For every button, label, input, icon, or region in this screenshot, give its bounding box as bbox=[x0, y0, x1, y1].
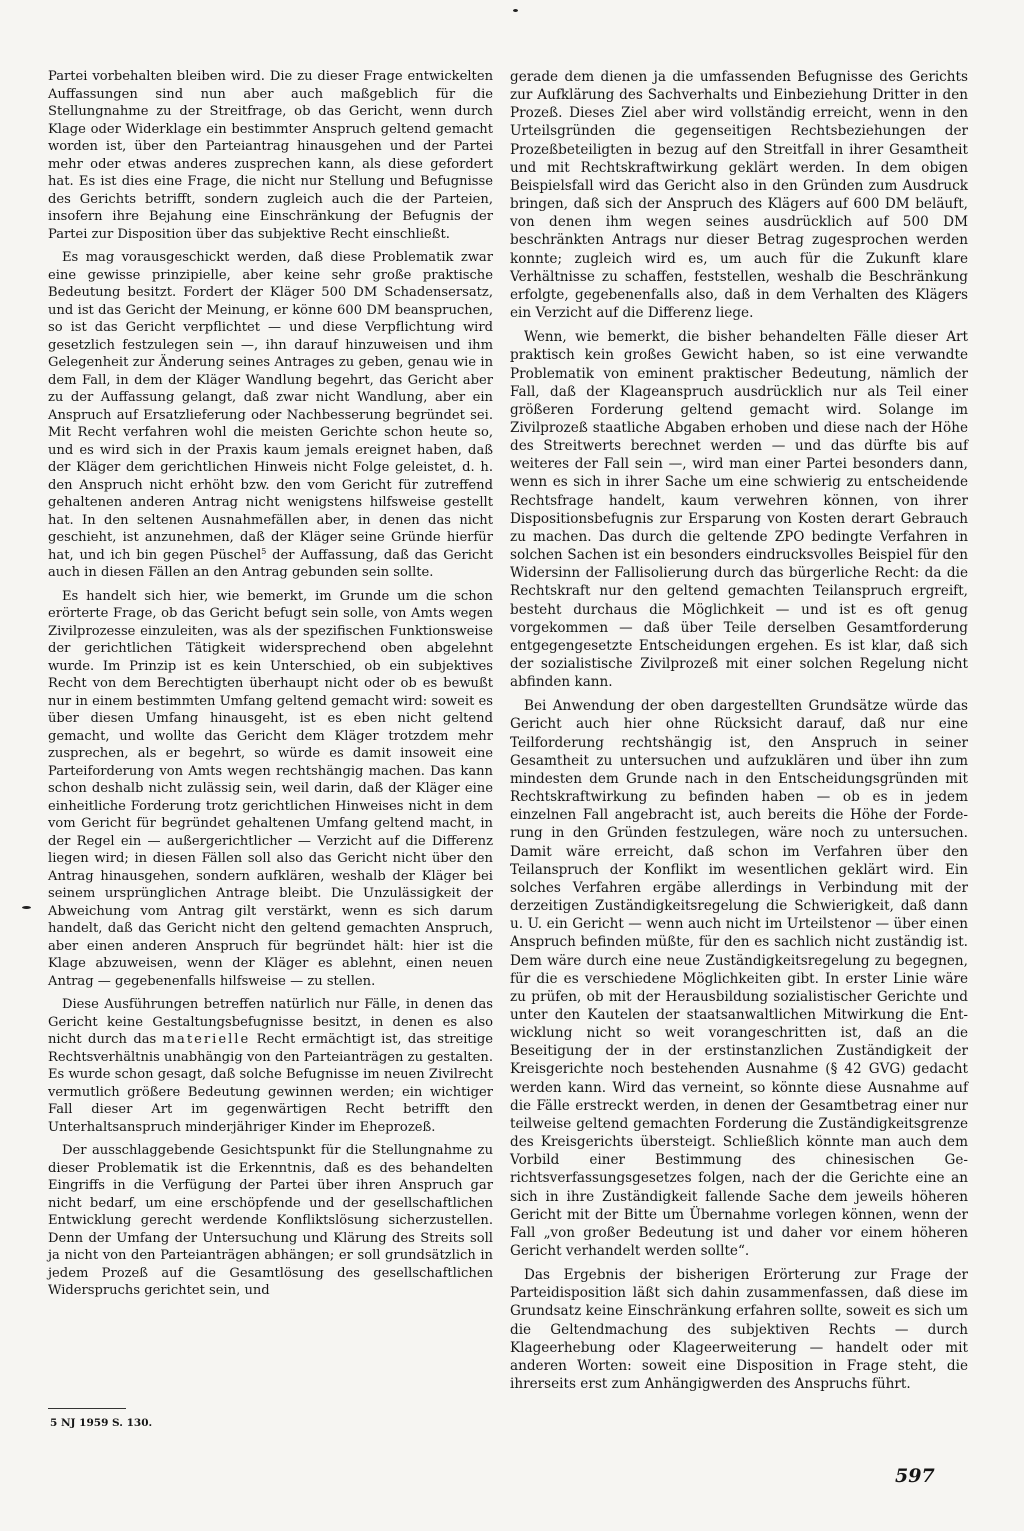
paragraph bbox=[48, 996, 493, 1136]
paragraph: Das Ergebnis der bisherigen Erörterung zur Frage der Parteidisposition läßt sich dahin zusammenfassen, daß diese im Grundsatz keine Einschränkung erfahren sollte, soweit es sich um die Geltendmachung des subjektiven Rechts — durch Klageerhebung oder Klageerweiterung — handelt oder mit anderen Worten: soweit eine Disposition in Frage steht, die ihrerseits erst zum Anhängigwerden des Anspruchs führt. bbox=[510, 1267, 968, 1393]
print-mark bbox=[22, 906, 31, 909]
paragraph-text: der Auffassung, daß das Gericht auch in diesen Fällen an den Antrag gebunden sein sollte. bbox=[48, 547, 493, 580]
footnote: 5 NJ 1959 S. 130. bbox=[50, 1417, 153, 1429]
paragraph: Es handelt sich hier, wie bemerkt, im Grunde um die schon erörterte Frage, ob das Gericht befugt sein solle, von Amts wegen Zivilprozesse einzuleiten, was als der spezifischen Funktionsweise der gerichtlichen Tätigkeit widersprechend oben abgelehnt wurde. Im Prinzip ist es kein Unterschied, ob ein subjektives Recht von dem Berechtigten überhaupt nicht oder ob es bewußt nur in einem bestimmten Umfang geltend gemacht wird: soweit es über diesen Umfang hinausgeht, ist es eben nicht geltend gemacht, und wollte das Gericht dem Kläger trotzdem mehr zusprechen, als er begehrt, so würde es damit insoweit eine Parteiforderung von Amts wegen rechtshängig machen. Das kann schon deshalb nicht zulässig sein, weil darin, daß der Kläger eine einheitliche Forderung trotz gerichtlichen Hinweises nicht in dem vom Gericht für begründet gehaltenen Umfang geltend macht, in der Regel ein — außergerichtlicher — Verzicht auf die Differenz liegen wird; in diesen Fällen soll also das Gericht nicht über den Antrag hinausgehen, sondern aufklären, weshalb der Kläger bei seinem ursprünglichen Antrage bleibt. Die Unzulässigkeit der Abweichung vom Antrag gilt verstärkt, wenn es sich darum handelt, daß das Gericht nicht den geltend gemachten Anspruch, aber einen anderen Anspruch für begründet hält: hier ist die Klage abzuweisen, wenn der Kläger es ablehnt, einen neuen Antrag — gegebenenfalls hilfsweise — zu stellen. bbox=[48, 588, 493, 989]
paragraph: Wenn, wie bemerkt, die bisher behandelten Fälle dieser Art praktisch kein großes Gewicht haben, so ist eine verwandte Problematik von eminent praktischer Bedeutung, nämlich der Fall, daß der Klageanspruch ausdrücklich nur als Teil einer größeren Forderung geltend gemacht wird. Solange im Zivilprozeß staatliche Abgaben erhoben und diese nach der Höhe des Streitwerts berechnet werden — und das dürfte bis auf weiteres der Fall sein —, wird man einer Partei besonders dann, wenn es sich in ihrer Sache um eine schwierig zu entscheidende Rechtsfrage handelt, kaum verwehren können, von ihrer Dispositionsbefugnis zur Ersparung von Kosten derart Gebrauch zu machen. Das durch die geltende ZPO bedingte Verfahren in solchen Sachen ist ein besonders eindrucksvolles Beispiel für den Widersinn der Fallisolierung durch das bürgerliche Recht: da die Rechtskraft nur den geltend gemachten Teilanspruch ergreift, besteht durchaus die Möglichkeit — und ist es oft genug vorgekommen — daß über Teile derselben Gesamtforderung entgegengesetzte Entscheidungen ergehen. Es ist klar, daß sich der sozialistische Zivilprozeß mit einer solchen Regelung nicht abfinden kann. bbox=[510, 329, 968, 691]
paragraph-text: Recht ermächtigt ist, das streitige Rechtsverhältnis unabhängig von den Parteianträgen zu gestalten. Es wurde schon gesagt, daß solche Befugnisse im neuen Zivilrecht vermutlich größere Bedeutung gewinnen werden; ein wichtiger Fall dieser Art im gegenwärtigen Recht betrifft den Unterhaltsanspruch minderjähriger Kinder im Eheprozeß. bbox=[48, 1032, 493, 1135]
paragraph-text: Diese Ausführungen betreffen natürlich nur Fälle, in denen das Gericht keine Gestaltungsbefugnisse besitzt, in denen es also nicht durch das bbox=[48, 997, 493, 1047]
footnote-ref: 5 bbox=[261, 546, 267, 556]
paragraph: gerade dem dienen ja die umfassenden Befugnisse des Gerichts zur Aufklärung des Sachverhalts und Einbeziehung Dritter in den Prozeß. Dieses Ziel aber wird vollständig erreicht, wenn in den Urteilsgründen die gegenseitigen Rechtsbeziehungen der Prozeßbeteiligten in bezug auf den Streitfall in ihrer Gesamtheit und mit Rechtskraftwirkung geklärt werden. In dem obigen Beispielsfall wird das Gericht also in den Gründen zum Ausdruck bringen, daß sich der Anspruch des Klägers auf 600 DM beläuft, von denen ihm wegen seines ausdrücklich auf 500 DM beschränkten Antrags nur dieser Betrag zugesprochen werden konnte; zugleich wird es, um auch für die Zukunft klare Verhältnisse zu schaffen, feststellen, weshalb die Beschränkung erfolgte, gegebenenfalls also, daß in dem Verhalten des Klägers ein Verzicht auf die Differenz liege. bbox=[510, 69, 968, 322]
paragraph-text: Es mag vorausgeschickt werden, daß diese Problematik zwar eine gewisse prinzipielle, aber keine sehr große praktische Bedeutung besitzt. Fordert der Kläger 500 DM Schadensersatz, und ist das Gericht der Meinung, er könne 600 DM beanspruchen, so ist das Gericht verpflichtet — und diese Verpflichtung wird gesetzlich festzulegen sein —, ihn darauf hinzuweisen und ihm Gelegenheit zur Änderung seines Antrages zu geben, genau wie in dem Fall, in dem der Kläger Wandlung begehrt, das Gericht aber zu der Auffassung gelangt, daß zwar nicht Wandlung, aber ein Anspruch auf Ersatzlieferung oder Nachbesserung begründet sei. Mit Recht verfahren wohl die meisten Gerichte schon heute so, und es wird sich in der Praxis kaum jemals ereignet haben, daß der Kläger dem gerichtlichen Hinweis nicht Folge geleistet, d. h. den Anspruch nicht erhöht bzw. den vom Gericht für zutreffend gehaltenen anderen Antrag nicht wenigstens hilfsweise gestellt hat. In den seltenen Ausnahmefällen aber, in denen das nicht geschieht, ist anzunehmen, daß der Kläger seine Gründe hierfür hat, und ich bin gegen Püschel bbox=[48, 250, 493, 563]
right-column bbox=[510, 68, 968, 1399]
paragraph: Der ausschlaggebende Gesichtspunkt für die Stellungnahme zu dieser Problematik ist die Erkenntnis, daß es des behandelten Eingriffs in die Verfügung der Partei über ihren Anspruch gar nicht bedarf, um eine erschöpfende und der gesellschaftlichen Entwicklung gerecht werdende Konfliktslösung sicherzustellen. Denn der Umfang der Untersuchung und Klärung des Streits soll ja nicht von den Parteianträgen abhängen; er soll grundsätzlich in jedem Prozeß auf die Gesamtlösung des gesellschaftlichen Widerspruchs gerichtet sein, und bbox=[48, 1143, 493, 1298]
page-number: 597 bbox=[895, 1465, 935, 1487]
footnote-rule bbox=[48, 1408, 126, 1409]
paragraph: Partei vorbehalten bleiben wird. Die zu dieser Frage entwickelten Auffassungen sind nun aber auch maßgeblich für die Stellungnahme zu der Streitfrage, ob das Gericht, wenn durch Klage oder Widerklage ein bestimmter Anspruch geltend gemacht worden ist, über den Parteiantrag hinausgehen und der Partei mehr oder etwas anderes zusprechen kann, als diese gefordert hat. Es ist dies eine Frage, die nicht nur Stellung und Befugnisse des Gerichts betrifft, sondern zugleich auch die der Parteien, insofern ihre Bejahung eine Einschränkung der Befugnis der Partei zur Disposition über das subjektive Recht einschließt. bbox=[48, 69, 493, 242]
paragraph: Bei Anwendung der oben dargestellten Grundsätze würde das Gericht auch hier ohne Rücksicht darauf, daß nur eine Teilforderung rechtshängig ist, den Anspruch in seiner Gesamtheit zu untersuchen und aufzuklären und über ihn zum mindesten dem Grunde nach in den Entscheidungsgründen mit Rechtskraftwirkung zu befinden haben — ob es in jedem einzelnen Fall angebracht ist, auch bereits die Höhe der Forderung in den Gründen festzulegen, wäre noch zu untersuchen. Damit wäre erreicht, daß schon im Verfahren über den Teilanspruch der Konflikt im wesentlichen geklärt wird. Ein solches Verfahren ergäbe allerdings in Verbindung mit der derzeitigen Zuständigkeitsregelung die Schwierigkeit, daß dann u. U. ein Gericht — wenn auch nicht im Urteilstenor — über einen Anspruch befinden müßte, für den es sachlich nicht zuständig ist. Dem wäre durch eine neue Zuständigkeitsregelung zu begegnen, für die es verschiedene Möglichkeiten gibt. In erster Linie wäre zu prüfen, ob mit der Herausbildung sozialistischer Gerichte und unter den Kautelen der staatsanwaltlichen Mitwirkung die Entwicklung nicht so weit vorangeschritten ist, daß an die Beseitigung der in der erstinstanzlichen Zuständigkeit der Kreisgerichte noch bestehenden Ausnahme (§ 42 GVG) gedacht werden kann. Wird das verneint, so könnte diese Ausnahme auf die Fälle erstreckt werden, in denen der Gesamtbetrag einer nur teilweise geltend gemachten Forderung die Zuständigkeitsgrenze des Kreisgerichts übersteigt. Schließlich könnte man auch dem Vorbild einer Bestimmung des chinesischen Gerichtsverfassungsgesetzes folgen, nach der die Gerichte eine an sich in ihre Zuständigkeit fallende Sache dem jeweils höheren Gericht mit der Bitte um Übernahme vorlegen können, wenn der Fall „von großer Bedeutung ist und daher vor einem höheren Gericht verhandelt werden sollte“. bbox=[510, 698, 968, 1259]
emphasized-word: materielle bbox=[162, 1032, 251, 1047]
left-column bbox=[48, 68, 493, 1306]
paragraph bbox=[48, 249, 493, 582]
print-speck bbox=[513, 9, 518, 12]
